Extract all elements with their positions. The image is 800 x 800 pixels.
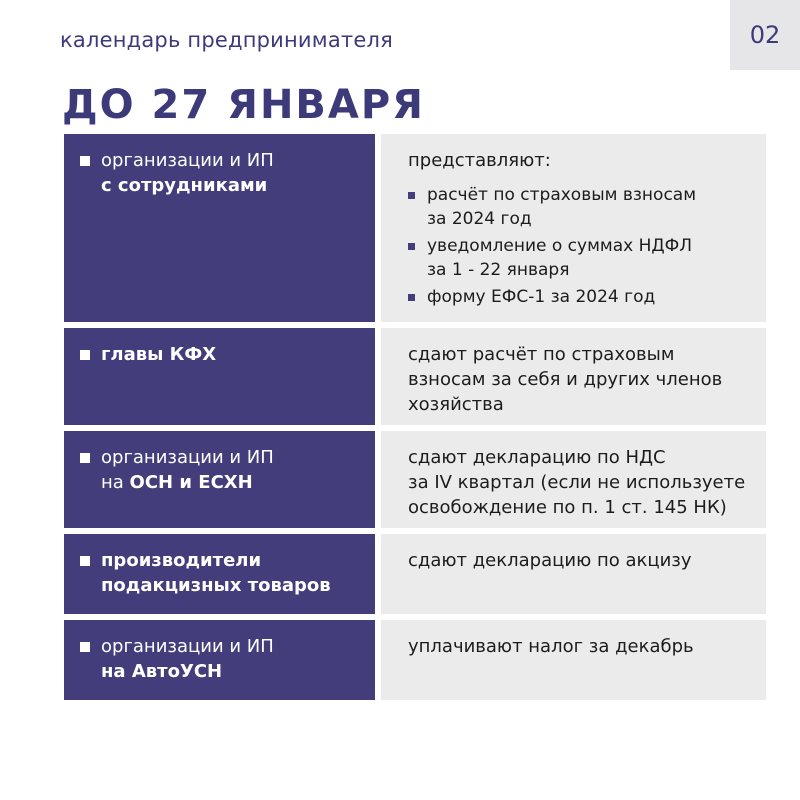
calendar-table bbox=[64, 134, 766, 706]
taxpayer-line-bold: на АвтоУСН bbox=[101, 661, 223, 682]
table-row bbox=[64, 328, 766, 425]
obligation-intro: представляют: bbox=[408, 150, 551, 171]
taxpayer-line-bold: с сотрудниками bbox=[101, 175, 268, 196]
table-row bbox=[64, 620, 766, 700]
list-item-text: уведомление о суммах НДФЛ bbox=[427, 236, 693, 256]
obligation-line: освобождение по п. 1 ст. 145 НК) bbox=[408, 497, 727, 518]
taxpayer-cell bbox=[64, 328, 375, 425]
taxpayer-line-bold: главы КФХ bbox=[101, 344, 217, 365]
obligation-line: уплачивают налог за декабрь bbox=[408, 636, 694, 657]
taxpayer-cell bbox=[64, 134, 375, 322]
obligation-cell bbox=[381, 134, 766, 322]
page-headline: ДО 27 ЯНВАРЯ bbox=[62, 82, 425, 128]
bullet-square-icon bbox=[80, 350, 90, 360]
obligation-list bbox=[408, 183, 748, 309]
taxpayer-cell bbox=[64, 534, 375, 614]
taxpayer-cell bbox=[64, 620, 375, 700]
table-row bbox=[64, 431, 766, 528]
taxpayer-line: организации и ИП bbox=[101, 636, 274, 657]
taxpayer-line-bold: ОСН и ЕСХН bbox=[129, 472, 253, 493]
page-number: 02 bbox=[730, 0, 800, 70]
taxpayer-line-bold: подакцизных товаров bbox=[101, 575, 331, 596]
obligation-line: сдают декларацию по акцизу bbox=[408, 550, 692, 571]
bullet-square-icon bbox=[408, 294, 415, 301]
bullet-square-icon bbox=[408, 192, 415, 199]
bullet-square-icon bbox=[80, 453, 90, 463]
obligation-line: сдают расчёт по страховым bbox=[408, 344, 675, 365]
bullet-square-icon bbox=[80, 642, 90, 652]
taxpayer-line-bold: производители bbox=[101, 550, 262, 571]
obligation-line: за IV квартал (если не используете bbox=[408, 472, 746, 493]
taxpayer-line: организации и ИП bbox=[101, 150, 274, 171]
table-row bbox=[64, 134, 766, 322]
bullet-square-icon bbox=[408, 243, 415, 250]
obligation-cell bbox=[381, 620, 766, 700]
taxpayer-line-mixed bbox=[101, 470, 274, 495]
obligation-line: хозяйства bbox=[408, 394, 504, 415]
list-item-text: форму ЕФС-1 за 2024 год bbox=[427, 287, 656, 307]
table-row bbox=[64, 534, 766, 614]
taxpayer-cell bbox=[64, 431, 375, 528]
list-item bbox=[408, 183, 748, 231]
obligation-line: взносам за себя и других членов bbox=[408, 369, 723, 390]
list-item-text: расчёт по страховым взносам bbox=[427, 185, 697, 205]
list-item bbox=[408, 285, 748, 309]
obligation-line: сдают декларацию по НДС bbox=[408, 447, 666, 468]
header-title: календарь предпринимателя bbox=[60, 28, 393, 52]
taxpayer-line: организации и ИП bbox=[101, 447, 274, 468]
obligation-cell bbox=[381, 431, 766, 528]
taxpayer-prefix: на bbox=[101, 472, 124, 493]
bullet-square-icon bbox=[80, 156, 90, 166]
obligation-cell bbox=[381, 534, 766, 614]
list-item-text: за 2024 год bbox=[427, 209, 532, 229]
list-item-text: за 1 - 22 января bbox=[427, 260, 570, 280]
obligation-cell bbox=[381, 328, 766, 425]
list-item bbox=[408, 234, 748, 282]
bullet-square-icon bbox=[80, 556, 90, 566]
